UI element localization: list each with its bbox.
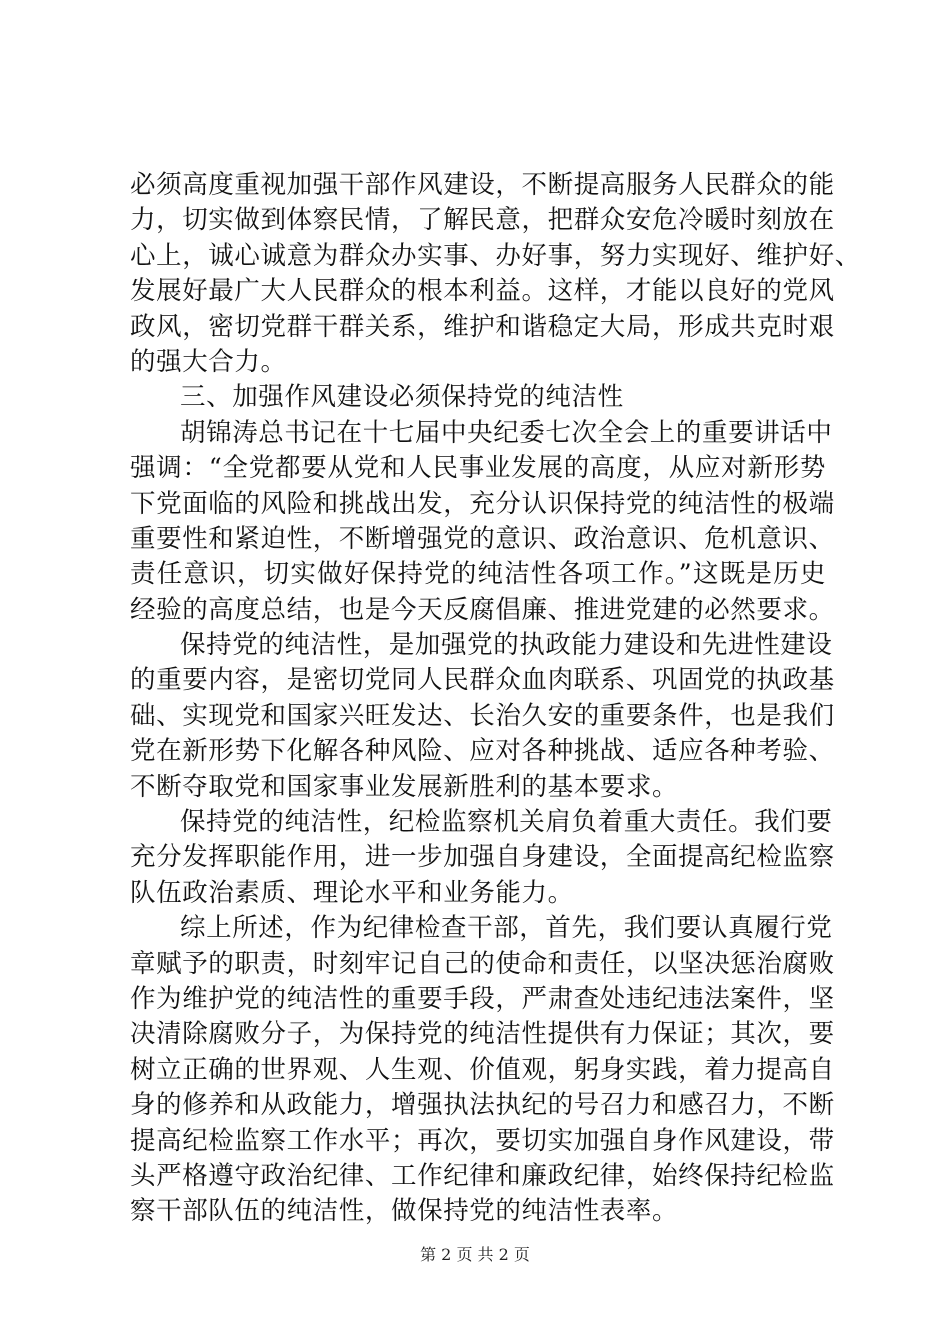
text-line: 身的修养和从政能力，增强执法执纪的号召力和感召力，不断 — [130, 1090, 835, 1121]
page-number-label: 第 2 页 共 2 页 — [420, 1245, 530, 1264]
text-line: 础、实现党和国家兴旺发达、长治久安的重要条件，也是我们 — [130, 700, 835, 731]
text-line: 党在新形势下化解各种风险、应对各种挑战、适应各种考验、 — [130, 736, 835, 767]
text-line: 经验的高度总结，也是今天反腐倡廉、推进党建的必然要求。 — [130, 594, 835, 625]
text-line: 力，切实做到体察民情，了解民意，把群众安危冷暖时刻放在 — [130, 205, 835, 236]
text-line: 决清除腐败分子，为保持党的纯洁性提供有力保证；其次，要 — [130, 1019, 835, 1050]
text-line: 重要性和紧迫性，不断增强党的意识、政治意识、危机意识、 — [130, 523, 835, 554]
text-line: 责任意识，切实做好保持党的纯洁性各项工作。”这既是历史 — [130, 559, 826, 590]
page-footer — [0, 1244, 950, 1266]
text-line: 心上，诚心诚意为群众办实事、办好事，努力实现好、维护好、 — [130, 240, 861, 271]
text-line: 发展好最广大人民群众的根本利益。这样，才能以良好的党风 — [130, 276, 835, 307]
text-line: 综上所述，作为纪律检查干部，首先，我们要认真履行党 — [180, 913, 833, 944]
text-line: 树立正确的世界观、人生观、价值观，躬身实践，着力提高自 — [130, 1054, 835, 1085]
text-line: 队伍政治素质、理论水平和业务能力。 — [130, 877, 574, 908]
text-line: 章赋予的职责，时刻牢记自己的使命和责任，以坚决惩治腐败 — [130, 948, 835, 979]
text-line: 强调：“全党都要从党和人民事业发展的高度，从应对新形势 — [130, 453, 826, 484]
text-line: 的强大合力。 — [130, 346, 287, 377]
text-line: 政风，密切党群干群关系，维护和谐稳定大局，形成共克时艰 — [130, 311, 835, 342]
text-line: 保持党的纯洁性，纪检监察机关肩负着重大责任。我们要 — [180, 807, 833, 838]
section-heading: 三、加强作风建设必须保持党的纯洁性 — [180, 382, 624, 413]
text-line: 保持党的纯洁性，是加强党的执政能力建设和先进性建设 — [180, 630, 833, 661]
text-line: 的重要内容，是密切党同人民群众血肉联系、巩固党的执政基 — [130, 665, 835, 696]
text-line: 不断夺取党和国家事业发展新胜利的基本要求。 — [130, 771, 679, 802]
text-line: 下党面临的风险和挑战出发，充分认识保持党的纯洁性的极端 — [130, 488, 835, 519]
text-line: 必须高度重视加强干部作风建设，不断提高服务人民群众的能 — [130, 170, 835, 200]
text-line: 察干部队伍的纯洁性，做保持党的纯洁性表率。 — [130, 1196, 679, 1227]
text-line: 提高纪检监察工作水平；再次，要切实加强自身作风建设，带 — [130, 1125, 835, 1156]
text-line: 头严格遵守政治纪律、工作纪律和廉政纪律，始终保持纪检监 — [130, 1160, 835, 1191]
body-text — [130, 168, 861, 1230]
text-line: 胡锦涛总书记在十七届中央纪委七次全会上的重要讲话中 — [180, 417, 833, 448]
text-line: 充分发挥职能作用，进一步加强自身建设，全面提高纪检监察 — [130, 842, 835, 873]
text-line: 作为维护党的纯洁性的重要手段，严肃查处违纪违法案件，坚 — [130, 983, 835, 1014]
